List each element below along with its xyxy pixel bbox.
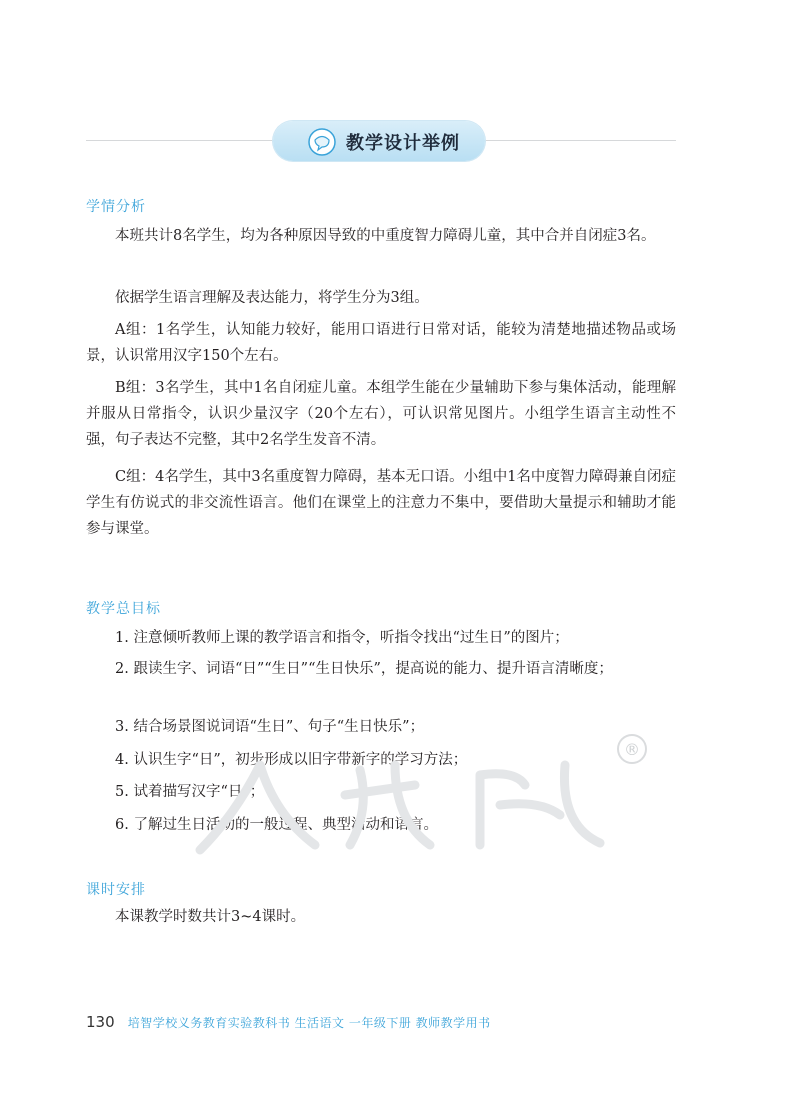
book-title: 培智学校义务教育实验教科书 生活语文 一年级下册 教师教学用书 xyxy=(127,1016,491,1030)
section-heading-goals: 教学总目标 xyxy=(86,601,161,617)
analysis-paragraph: 本班共计8名学生，均为各种原因导致的中重度智力障碍儿童，其中合并自闭症3名。 xyxy=(115,228,656,244)
page-footer xyxy=(86,1012,491,1031)
registered-mark: ® xyxy=(624,740,640,759)
goal-item: 5. 试着描写汉字“日”； xyxy=(115,784,265,800)
goal-item: 2. 跟读生字、词语“日”“生日”“生日快乐”，提高说的能力、提升语言清晰度； xyxy=(115,661,613,677)
analysis-paragraph: 依据学生语言理解及表达能力，将学生分为3组。 xyxy=(115,290,429,306)
goal-item: 6. 了解过生日活动的一般过程、典型活动和语言。 xyxy=(115,817,438,833)
goal-item: 1. 注意倾听教师上课的教学语言和指令，听指令找出“过生日”的图片； xyxy=(115,630,569,646)
section-heading-analysis: 学情分析 xyxy=(86,199,146,215)
goal-item: 4. 认识生字“日”，初步形成以旧字带新字的学习方法； xyxy=(115,752,468,768)
analysis-paragraph: A组：1名学生，认知能力较好，能用口语进行日常对话，能较为清楚地描述物品或场景，认识常用汉字150个左右。 xyxy=(86,322,676,364)
publisher-watermark xyxy=(180,725,660,865)
analysis-paragraph: B组：3名学生，其中1名自闭症儿童。本组学生能在少量辅助下参与集体活动，能理解并服从日常指令，认识少量汉字（20个左右），可认识常见图片。小组学生语言主动性不强，句子表达不完整，其中2名学生发音不清。 xyxy=(86,380,676,448)
analysis-paragraph: C组：4名学生，其中3名重度智力障碍，基本无口语。小组中1名中度智力障碍兼自闭症学生有仿说式的非交流性语言。他们在课堂上的注意力不集中，要借助大量提示和辅助才能参与课堂。 xyxy=(86,469,676,537)
schedule-text: 本课教学时数共计3~4课时。 xyxy=(115,909,306,925)
page-number: 130 xyxy=(86,1013,115,1031)
section-heading-schedule: 课时安排 xyxy=(86,882,146,898)
goal-item: 3. 结合场景图说词语“生日”、句子“生日快乐”； xyxy=(115,719,425,735)
page-title: 教学设计举例 xyxy=(346,133,460,154)
chat-bubble-icon xyxy=(307,127,337,157)
